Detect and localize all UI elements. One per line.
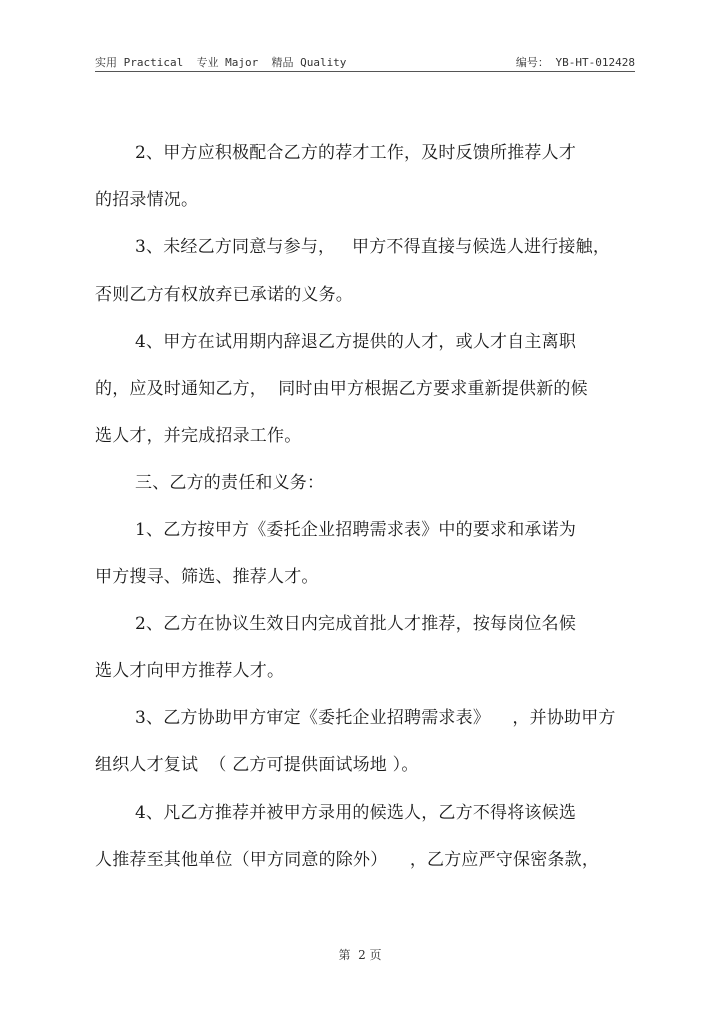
section-heading: 三、乙方的责任和义务： <box>135 473 325 493</box>
document-number: 编号： YB-HT-012428 <box>515 56 635 69</box>
page-header <box>95 52 635 72</box>
body-line: 选人才向甲方推荐人才。 <box>95 661 285 681</box>
body-line: 的，应及时通知乙方， 同时由甲方根据乙方要求重新提供新的候 <box>95 379 588 399</box>
header-divider <box>95 71 635 72</box>
body-line: 组织人才复试 （ 乙方可提供面试场地 ）。 <box>95 755 419 775</box>
header-tagline: 实用 Practical 专业 Major 精品 Quality <box>95 56 347 69</box>
body-line: 1、乙方按甲方《委托企业招聘需求表》中的要求和承诺为 <box>135 520 577 540</box>
body-line: 4、甲方在试用期内辞退乙方提供的人才，或人才自主离职 <box>135 332 577 352</box>
body-line: 选人才，并完成招录工作。 <box>95 426 302 446</box>
body-line: 否则乙方有权放弃已承诺的义务。 <box>95 285 353 305</box>
body-line: 2、乙方在协议生效日内完成首批人才推荐，按每岗位名候 <box>135 614 577 634</box>
body-line: 4、凡乙方推荐并被甲方录用的候选人，乙方不得将该候选 <box>135 803 577 823</box>
body-line: 的招录情况。 <box>95 190 199 210</box>
page-number: 第 2 页 <box>338 948 382 962</box>
body-line: 3、未经乙方同意与参与， 甲方不得直接与候选人进行接触， <box>135 237 611 257</box>
body-line: 3、乙方协助甲方审定《委托企业招聘需求表》 ，并协助甲方 <box>135 708 616 728</box>
body-line: 2、甲方应积极配合乙方的荐才工作，及时反馈所推荐人才 <box>135 143 577 163</box>
body-line: 甲方搜寻、筛选、推荐人才。 <box>95 567 319 587</box>
body-line: 人推荐至其他单位（甲方同意的除外） ，乙方应严守保密条款， <box>95 850 600 870</box>
